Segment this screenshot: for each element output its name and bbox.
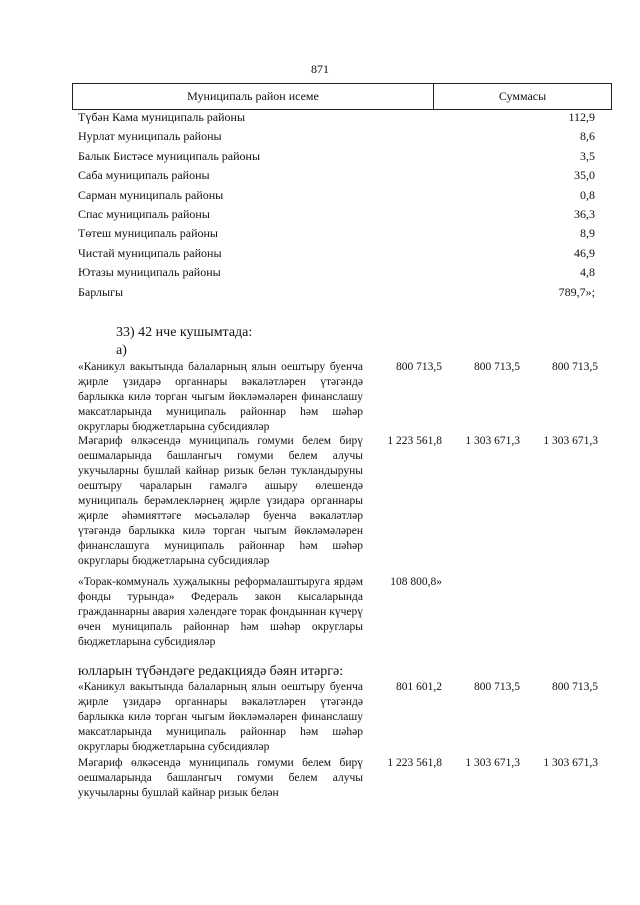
entry-value-3: 1 303 671,3 [543,435,598,447]
district-name: Саба муниципаль районы [78,168,210,183]
entry-text: «Каникул вакытында балаларның ялын оештыру буенча җирле үзидарә органнары вәкаләтләрен үтәгәндә барлыкка килә торган чыгым йөкләмәләрен финанслашу максатларында муниципаль районнар һәм шәһәр округлары бюджетларына субсидияләр [78,361,363,433]
district-name: Балык Бистәсе муниципаль районы [78,148,261,163]
district-name: Нурлат муниципаль районы [78,129,222,144]
old-entry [78,360,598,435]
subsection-marker: а) [116,343,127,358]
district-name: Ютазы муниципаль районы [78,265,221,280]
old-entry [78,434,598,569]
district-sum: 112,9 [568,110,595,124]
total-sum: 789,7»; [558,284,595,299]
old-entry [78,575,598,650]
entry-value-2: 800 713,5 [474,361,520,373]
table-row [78,226,595,245]
district-sum: 4,8 [580,265,595,280]
entry-value-2 [442,575,520,650]
district-sum: 8,9 [580,226,595,241]
table-row-total [78,285,595,304]
district-name: Сарман муниципаль районы [78,187,224,202]
entry-text: «Каникул вакытында балаларның ялын оештыру буенча җирле үзидарә органнары вәкаләтләрен үтәгәндә барлыкка килә торган чыгым йөкләмәләрен финанслашу максатларында муниципаль районнар һәм шәһәр округлары бюджетларына субсидияләр [78,681,363,753]
table-header [72,83,612,110]
entry-value-3: 800 713,5 [552,681,598,693]
district-sum: 3,5 [580,148,595,163]
entry-value-3: 800 713,5 [552,361,598,373]
table-row [78,168,595,187]
new-entry [78,756,598,801]
entry-value-1: 1 223 561,8 [387,435,442,447]
table-row [78,110,595,129]
district-name: Түбән Кама муниципаль районы [78,110,246,124]
entry-value-1: 1 223 561,8 [387,757,442,769]
district-name: Төтеш муниципаль районы [78,226,218,241]
table-row [78,188,595,207]
section-intro: 33) 42 нче кушымтада: [116,325,253,340]
entry-value-3 [520,575,598,650]
new-entry [78,680,598,755]
district-sum: 8,6 [580,129,595,144]
district-sum: 36,3 [574,206,595,221]
district-sum: 46,9 [574,245,595,260]
table-row [78,149,595,168]
entry-value-2: 1 303 671,3 [465,435,520,447]
entry-value-1: 108 800,8» [390,576,442,588]
district-table-body [78,110,595,304]
replacement-heading: юлларын түбәндәге редакциядә бәян итәргә: [78,664,344,679]
column-header-name: Муниципаль район исеме [73,84,434,109]
entry-value-3: 1 303 671,3 [543,757,598,769]
table-row [78,265,595,284]
district-name: Чистай муниципаль районы [78,245,222,260]
entry-text: Мәгариф өлкәсендә муниципаль гомуми белем бирү оешмаларында башлангыч гомуми белем алучы укучыларны бушлай кайнар ризык белән тукландыруны оештыру чараларын гамәлгә ашыру өлешендә муниципаль берәмлекләрнең җирле үзидарә органнары җирле әһәмияттәге мәсьәләләр буенча вәкаләтләр үтәгәндә барлыкка килә торган чыгым йөкләмәләрен финанслашуга муниципаль районнар һәм шәһәр округлары бюджетларына субсидияләр [78,435,363,567]
entry-value-1: 801 601,2 [396,681,442,693]
district-sum: 0,8 [580,187,595,202]
entry-value-2: 1 303 671,3 [465,757,520,769]
district-sum: 35,0 [574,168,595,183]
entry-value-2: 800 713,5 [474,681,520,693]
column-header-sum: Суммасы [498,89,547,103]
total-label: Барлыгы [78,284,124,299]
district-name: Спас муниципаль районы [78,206,210,221]
entry-text: Мәгариф өлкәсендә муниципаль гомуми белем бирү оешмаларында башлангыч гомуми белем алучы укучыларны бушлай кайнар ризык белән [78,757,363,799]
table-row [78,207,595,226]
table-row [78,246,595,265]
entry-text: «Торак-коммуналь хуҗалыкны реформалаштыруга ярдәм фонды турында» Федераль закон кысаларында гражданнарны авария хәлендәге торак фондыннан күчерү өчен муниципаль районнар һәм шәһәр округлары бюджетларына субсидияләр [78,576,363,648]
entry-value-1: 800 713,5 [396,361,442,373]
table-row [78,129,595,148]
page-number: 871 [311,62,329,76]
